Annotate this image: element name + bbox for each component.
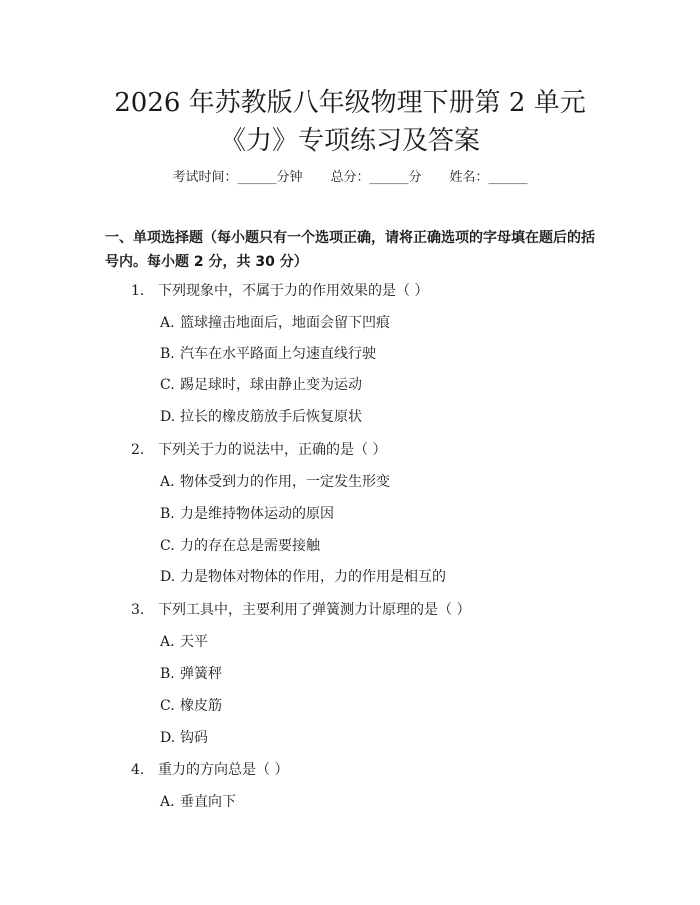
option-text: 拉长的橡皮筋放手后恢复原状	[180, 409, 362, 425]
exam-info-line	[0, 168, 700, 188]
question-number: 2.	[131, 442, 145, 458]
option-1b	[160, 344, 376, 364]
option-3d	[160, 728, 208, 748]
question-text: 下列工具中，主要利用了弹簧测力计原理的是（ ）	[158, 602, 471, 618]
option-letter: B.	[160, 506, 175, 522]
question-number: 1.	[131, 283, 145, 299]
option-letter: A.	[160, 794, 175, 810]
name-label: 姓名：	[449, 170, 489, 185]
score-label: 总分：	[330, 170, 370, 185]
option-letter: A.	[160, 474, 175, 490]
question-text: 下列关于力的说法中，正确的是（ ）	[158, 442, 387, 458]
option-text: 橡皮筋	[180, 698, 222, 714]
question-4	[131, 760, 288, 780]
option-letter: B.	[160, 666, 175, 682]
option-4a	[160, 792, 236, 812]
option-text: 垂直向下	[180, 794, 236, 810]
question-number: 4.	[131, 762, 145, 778]
time-label: 考试时间：	[172, 170, 238, 185]
question-1	[131, 281, 428, 301]
option-text: 踢足球时，球由静止变为运动	[180, 377, 362, 393]
option-letter: D.	[160, 569, 176, 585]
score-blank: ______	[369, 170, 409, 185]
option-text: 天平	[180, 634, 208, 650]
question-number: 3.	[131, 602, 145, 618]
option-3c	[160, 696, 222, 716]
question-2	[131, 440, 386, 460]
option-letter: A.	[160, 634, 175, 650]
option-2c	[160, 536, 320, 556]
option-letter: C.	[160, 377, 175, 393]
option-letter: B.	[160, 346, 175, 362]
option-text: 汽车在水平路面上匀速直线行驶	[180, 346, 376, 362]
option-3a	[160, 632, 208, 652]
option-2a	[160, 472, 390, 492]
score-unit: 分	[408, 170, 422, 185]
option-1c	[160, 375, 362, 395]
option-2b	[160, 504, 334, 524]
option-text: 弹簧秤	[180, 666, 222, 682]
page-title-line2: 《力》专项练习及答案	[219, 126, 480, 156]
name-blank: ______	[488, 170, 528, 185]
option-letter: A.	[160, 315, 175, 331]
option-3b	[160, 664, 222, 684]
option-2d	[160, 567, 446, 587]
option-letter: C.	[160, 698, 175, 714]
question-3	[131, 600, 470, 620]
option-1d	[160, 407, 362, 427]
question-text: 下列现象中，不属于力的作用效果的是（ ）	[158, 283, 429, 299]
option-text: 篮球撞击地面后，地面会留下凹痕	[180, 315, 390, 331]
option-text: 物体受到力的作用，一定发生形变	[180, 474, 390, 490]
question-text: 重力的方向总是（ ）	[158, 762, 289, 778]
option-letter: D.	[160, 730, 176, 746]
time-blank: ______	[237, 170, 277, 185]
page-title-line1: 2026 年苏教版八年级物理下册第 2 单元	[114, 88, 586, 118]
option-text: 力的存在总是需要接触	[180, 538, 320, 554]
option-letter: C.	[160, 538, 175, 554]
option-text: 力是维持物体运动的原因	[180, 506, 334, 522]
section-heading: 一、单项选择题（每小题只有一个选项正确，请将正确选项的字母填在题后的括号内。每小题 2 分，共 30 分）	[105, 230, 595, 270]
option-letter: D.	[160, 409, 176, 425]
option-text: 钩码	[180, 730, 208, 746]
option-1a	[160, 313, 390, 333]
option-text: 力是物体对物体的作用，力的作用是相互的	[180, 569, 446, 585]
time-unit: 分钟	[276, 170, 303, 185]
